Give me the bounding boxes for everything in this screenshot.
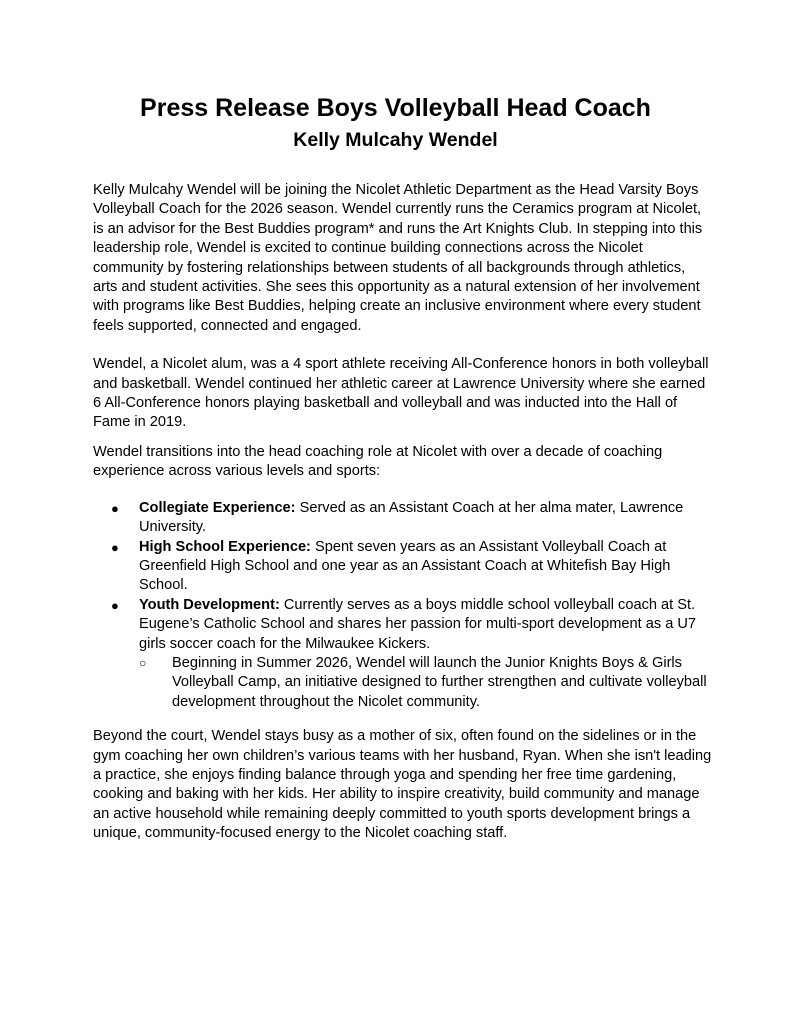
list-item [93,499,713,538]
sub-list-item [139,654,713,712]
list-item-text: Spent seven years as an Assistant Volleyball Coach at Greenfield High School and one year as an Assistant Coach at Whitefish Bay High School. [139,538,671,594]
experience-list [93,499,713,712]
bullet-dot-icon: ● [111,500,119,516]
list-item-label: Youth Development: [139,596,280,613]
bullet-circle-icon: ○ [139,655,147,670]
bullet-dot-icon: ● [111,597,119,613]
document-body [93,181,713,844]
sub-list-item-text: Beginning in Summer 2026, Wendel will launch the Junior Knights Boys & Girls Volleyball Camp, an initiative designed to further strengthen and cultivate volleyball development throughout the Nicolet community. [172,654,707,710]
paragraph-experience-intro: Wendel transitions into the head coaching role at Nicolet with over a decade of coaching experience across various levels and sports: [93,443,663,480]
list-item-text: Served as an Assistant Coach at her alma mater, Lawrence University. [139,499,684,536]
list-item-label: Collegiate Experience: [139,499,296,516]
paragraph-personal: Beyond the court, Wendel stays busy as a mother of six, often found on the sidelines or in the gym coaching her own children’s various teams with her husband, Ryan. When she isn't leading a practice, she enjoys finding balance through yoga and spending her free time gardening, cooking and baking with her kids. Her ability to inspire creativity, build community and manage an active household while remaining deeply committed to youth sports development brings a unique, community-focused energy to the Nicolet coaching staff. [93,728,712,842]
paragraph-background: Wendel, a Nicolet alum, was a 4 sport athlete receiving All-Conference honors in both volleyball and basketball. Wendel continued her athletic career at Lawrence University where she earned 6 All-Conference honors playing basketball and volleyball and was inducted into the Hall of Fame in 2019. [93,356,709,431]
bullet-dot-icon: ● [111,539,119,555]
document-subtitle: Kelly Mulcahy Wendel [293,129,498,151]
list-item [93,596,713,712]
list-item [93,538,713,596]
sub-list [139,654,713,712]
list-item-text: Currently serves as a boys middle school volleyball coach at St. Eugene’s Catholic School and shares her passion for multi-sport development as a U7 girls soccer coach for the Milwaukee Kickers. [139,596,697,652]
paragraph-intro: Kelly Mulcahy Wendel will be joining the Nicolet Athletic Department as the Head Varsity Boys Volleyball Coach for the 2026 season. Wendel currently runs the Ceramics program at Nicolet, is an advisor for the Best Buddies program* and runs the Art Knights Club. In stepping into this leadership role, Wendel is excited to continue building connections across the Nicolet community by fostering relationships between students of all backgrounds through athletics, arts and student activities. She sees this opportunity as a natural extension of her involvement with programs like Best Buddies, helping create an inclusive environment where every student feels supported, connected and engaged. [93,182,703,334]
list-item-label: High School Experience: [139,538,311,555]
document-title: Press Release Boys Volleyball Head Coach [140,94,651,122]
